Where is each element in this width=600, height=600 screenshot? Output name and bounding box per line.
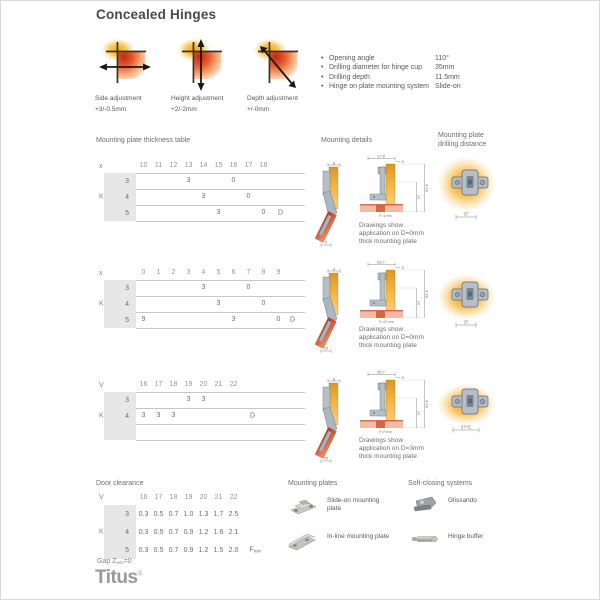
column-header: 5 <box>216 269 221 276</box>
depth-adjustment-icon <box>249 37 305 93</box>
side-adjustment <box>95 37 171 114</box>
hinge-open-drawing-2 <box>315 267 355 355</box>
svg-text:37: 37 <box>463 319 469 325</box>
table-header-row <box>96 378 311 392</box>
table-cell: 0 <box>261 300 266 307</box>
table-cell: 3 <box>201 284 206 291</box>
svg-text:25: 25 <box>323 455 329 461</box>
column-header: 21 <box>214 494 223 501</box>
svg-text:D: D <box>401 375 405 380</box>
section-title-plates: Mounting plates <box>288 480 338 487</box>
column-header: 15 <box>214 162 223 169</box>
glissando-item <box>410 493 516 521</box>
svg-text:37: 37 <box>416 410 421 416</box>
spec-row <box>321 54 461 63</box>
column-header: 12 <box>169 162 178 169</box>
spec-label: Opening angle <box>329 55 375 63</box>
gap-note-suffix: =0 <box>123 558 132 565</box>
column-header: 21 <box>214 381 223 388</box>
svg-text:D: D <box>401 159 405 164</box>
table-header-row <box>96 490 311 505</box>
drilling-distance-figure-3 <box>439 381 501 437</box>
row-label: 5 <box>125 546 129 554</box>
drilling-distance-figure-1 <box>439 153 501 227</box>
row-values <box>136 189 305 206</box>
mounting-plate-thickness-table-1 <box>96 159 311 221</box>
table-header-row <box>96 266 311 280</box>
table-cell: 0.9 <box>183 546 194 554</box>
table-row <box>96 189 311 205</box>
table-cell: 0.5 <box>153 528 164 536</box>
row-tail: D <box>289 316 295 324</box>
table-body <box>96 173 311 221</box>
table-cell: 3 <box>171 412 176 419</box>
table-header-cols <box>136 378 305 393</box>
table-cell: 0 <box>246 193 251 200</box>
table-row <box>96 408 311 424</box>
brand-name: Titus <box>95 567 138 588</box>
column-header: 8 <box>261 269 266 276</box>
section-title-clearance: Door clearance <box>96 480 144 487</box>
adjustment-label: Height adjustment <box>171 95 224 102</box>
column-header: 14 <box>199 162 208 169</box>
table-cell: 0.5 <box>153 546 164 554</box>
row-values <box>136 541 305 559</box>
adjustment-value: +2/-2mm <box>171 105 197 113</box>
row-values <box>136 173 305 190</box>
gap-note-sub: min <box>116 560 124 565</box>
mounting-detail-caption-2: Drawings show application on D=0mm thick mounting plate <box>359 326 424 349</box>
table-cell: 1.3 <box>198 510 209 518</box>
table-cell: 3 <box>186 177 191 184</box>
hinge-cross-section-3 <box>357 370 431 434</box>
table-row <box>96 505 311 523</box>
row-label: 5 <box>125 316 129 324</box>
hinge-cross-section-2 <box>357 260 431 324</box>
table-cell: 0.3 <box>138 510 149 518</box>
svg-text:61.5: 61.5 <box>424 400 429 408</box>
column-header: 2 <box>171 269 176 276</box>
mounting-plate-thickness-table-3 <box>96 378 311 440</box>
row-tail-sub: min <box>253 548 261 554</box>
table-cell: 3 <box>141 412 146 419</box>
plate-label: In-line mounting plate <box>327 533 390 540</box>
svg-text:F=2t min: F=2t min <box>379 320 394 324</box>
table-row <box>96 173 311 189</box>
row-values <box>136 296 305 313</box>
adjustment-label: Depth adjustment <box>247 95 298 102</box>
gap-note <box>97 558 132 565</box>
table-cell: 0 <box>231 177 236 184</box>
row-label: 3 <box>125 177 129 185</box>
column-header: 17 <box>154 494 163 501</box>
table-body <box>96 392 311 440</box>
spec-value: Slide-on <box>435 83 461 91</box>
svg-text:17.8: 17.8 <box>377 154 385 159</box>
hinge-open-drawing-1 <box>315 161 355 249</box>
column-header: 9 <box>276 269 281 276</box>
section-title-details: Mounting details <box>321 137 372 144</box>
row-values <box>136 505 305 523</box>
row-tail: D <box>249 412 255 420</box>
row-label: 5 <box>125 209 129 217</box>
hinge-open-drawing-3 <box>315 377 355 465</box>
table-cell: 0.7 <box>168 546 179 554</box>
table-cell: 2.5 <box>228 510 239 518</box>
table-cell: 0 <box>261 209 266 216</box>
table-row <box>96 280 311 296</box>
table-row <box>96 296 311 312</box>
row-label: 4 <box>125 412 129 420</box>
table-cell: 3 <box>156 412 161 419</box>
section-title-soft-closing: Soft-closing systems <box>408 480 473 487</box>
column-header: 4 <box>201 269 206 276</box>
hinge-buffer-photo <box>410 529 440 549</box>
table-cell: 3 <box>201 193 206 200</box>
table-cell: 0 <box>276 316 281 323</box>
registered-mark: ® <box>137 571 142 578</box>
mounting-plate-drawing-2 <box>439 271 501 333</box>
svg-text:S: S <box>332 267 336 272</box>
column-header: 17 <box>244 162 253 169</box>
column-header: 20 <box>199 494 208 501</box>
row-values <box>136 408 305 425</box>
svg-text:S: S <box>332 377 336 382</box>
gap-note-prefix: Gap Z <box>97 558 117 565</box>
column-header: 0 <box>141 269 146 276</box>
table-cell: 1.0 <box>183 510 194 518</box>
table-cell: 3 <box>201 396 206 403</box>
table-body <box>96 280 311 328</box>
column-header: 19 <box>184 381 193 388</box>
table-cell: 0.3 <box>138 528 149 536</box>
spec-row <box>321 73 461 82</box>
adjustment-diagrams <box>95 37 323 114</box>
table-cell: 0.5 <box>153 510 164 518</box>
page-title: Concealed Hinges <box>96 7 217 22</box>
drilling-distance-figure-2 <box>439 271 501 333</box>
column-header: 13 <box>184 162 193 169</box>
table-cell: 0 <box>246 284 251 291</box>
table-corner-label: x <box>99 269 103 277</box>
column-header: 16 <box>139 494 148 501</box>
brand-logo <box>95 567 141 589</box>
bullet-icon: • <box>321 73 324 81</box>
row-values <box>136 392 305 409</box>
column-header: 19 <box>184 494 193 501</box>
table-header-cols <box>136 159 305 174</box>
row-values <box>136 280 305 297</box>
table-cell: 1.2 <box>198 546 209 554</box>
table-cell: 1.6 <box>213 528 224 536</box>
row-label: 3 <box>125 284 129 292</box>
spec-label: Drilling depth <box>329 73 370 81</box>
section-title-thickness: Mounting plate thickness table <box>96 137 191 144</box>
table-cell: 0.7 <box>168 510 179 518</box>
table-cell: 2.1 <box>228 528 239 536</box>
table-k-label: K <box>99 300 104 308</box>
table-row <box>96 541 311 559</box>
svg-text:61.5: 61.5 <box>424 290 429 298</box>
spec-value: 110° <box>435 55 449 63</box>
table-header-row <box>96 159 311 173</box>
column-header: 18 <box>259 162 268 169</box>
svg-text:61.5: 61.5 <box>424 184 429 192</box>
column-header: 22 <box>229 381 238 388</box>
table-corner-label: x <box>99 162 103 170</box>
row-label: 4 <box>125 528 129 536</box>
table-k-label: K <box>99 528 104 536</box>
table-k-label: K <box>99 193 104 201</box>
table-body <box>96 505 311 559</box>
table-cell: 9 <box>141 316 146 323</box>
column-header: 6 <box>231 269 236 276</box>
column-header: 3 <box>186 269 191 276</box>
soft-closing-label: Glissando <box>448 497 477 504</box>
table-k-label: K <box>99 412 104 420</box>
mounting-detail-caption-1: Drawings show application on D=0mm thick mounting plate <box>359 222 424 245</box>
column-header: 18 <box>169 381 178 388</box>
svg-text:37+E: 37+E <box>460 424 472 430</box>
table-cell: 2.0 <box>228 546 239 554</box>
spec-row <box>321 82 461 91</box>
adjustment-label: Side adjustment <box>95 95 142 102</box>
row-tail: Fmin <box>249 546 261 554</box>
svg-text:37: 37 <box>416 300 421 306</box>
mounting-plate-thickness-table-2 <box>96 266 311 328</box>
column-header: 22 <box>229 494 238 501</box>
section-title-drilling: Mounting plate drilling distance <box>438 132 487 148</box>
row-label: 3 <box>125 396 129 404</box>
column-header: 16 <box>139 381 148 388</box>
adjustment-value: +3/-0.5mm <box>95 105 127 113</box>
mounting-detail-caption-3: Drawings show application on D=3mm thick mounting plate <box>359 437 424 460</box>
depth-adjustment <box>247 37 323 114</box>
table-row <box>96 205 311 221</box>
row-tail: D <box>277 209 283 217</box>
table-cell: 3 <box>231 316 236 323</box>
hinge-cross-section-1 <box>357 154 431 218</box>
row-label: 4 <box>125 300 129 308</box>
spec-label: Hinge on plate mounting system <box>329 83 429 91</box>
table-row <box>96 392 311 408</box>
svg-text:37: 37 <box>416 194 421 200</box>
column-header: 11 <box>154 162 163 169</box>
svg-text:37: 37 <box>463 211 469 217</box>
column-header: 7 <box>246 269 251 276</box>
row-values <box>136 523 305 541</box>
svg-text:F=Fmin: F=Fmin <box>379 430 392 434</box>
soft-closing-label: Hinge buffer <box>448 533 484 540</box>
table-cell: 0.3 <box>138 546 149 554</box>
bullet-icon: • <box>321 55 324 63</box>
row-label: 4 <box>125 193 129 201</box>
column-header: 17 <box>154 381 163 388</box>
spec-value: 11.5mm <box>435 73 460 81</box>
table-row <box>96 523 311 541</box>
table-cell: 1.5 <box>213 546 224 554</box>
table-row <box>96 312 311 328</box>
spec-label: Drilling diameter for hinge cup <box>329 64 422 72</box>
column-header: 18 <box>169 494 178 501</box>
spec-list <box>321 54 461 91</box>
mounting-plate-drawing-3 <box>439 381 501 437</box>
svg-text:D: D <box>401 265 405 270</box>
column-header: 10 <box>139 162 148 169</box>
height-adjustment-icon <box>173 37 229 93</box>
table-row <box>96 424 311 440</box>
row-values <box>136 424 305 441</box>
mounting-plate-drawing-1 <box>439 153 501 227</box>
svg-text:S: S <box>332 161 336 166</box>
svg-text:35.7: 35.7 <box>377 370 385 375</box>
table-header-cols <box>136 490 305 505</box>
column-header: 20 <box>199 381 208 388</box>
table-cell: 3 <box>186 396 191 403</box>
bullet-icon: • <box>321 83 324 91</box>
column-header: 1 <box>156 269 161 276</box>
glissando-photo <box>410 493 440 521</box>
door-clearance-table <box>96 490 311 559</box>
table-corner-label: V <box>99 381 104 389</box>
bullet-icon: • <box>321 64 324 72</box>
table-cell: 1.7 <box>213 510 224 518</box>
svg-text:2: 2 <box>324 239 328 245</box>
hinge-buffer-item <box>410 529 516 549</box>
row-label: 3 <box>125 510 129 518</box>
table-cell: 0.9 <box>183 528 194 536</box>
table-header-cols <box>136 266 305 281</box>
table-cell: 3 <box>216 300 221 307</box>
side-adjustment-icon <box>97 37 153 93</box>
spec-row <box>321 63 461 72</box>
table-cell: 3 <box>216 209 221 216</box>
table-corner-label: V <box>99 494 104 501</box>
svg-text:F=1min: F=1min <box>379 214 392 218</box>
svg-text:26.7: 26.7 <box>377 260 385 265</box>
plate-label: Slide-on mounting plate <box>327 497 380 512</box>
height-adjustment <box>171 37 247 114</box>
svg-text:16: 16 <box>323 345 329 351</box>
column-header: 16 <box>229 162 238 169</box>
table-cell: 1.2 <box>198 528 209 536</box>
row-values <box>136 312 305 329</box>
adjustment-value: +/-0mm <box>247 105 270 113</box>
spec-value: 35mm <box>435 64 455 72</box>
table-cell: 0.7 <box>168 528 179 536</box>
